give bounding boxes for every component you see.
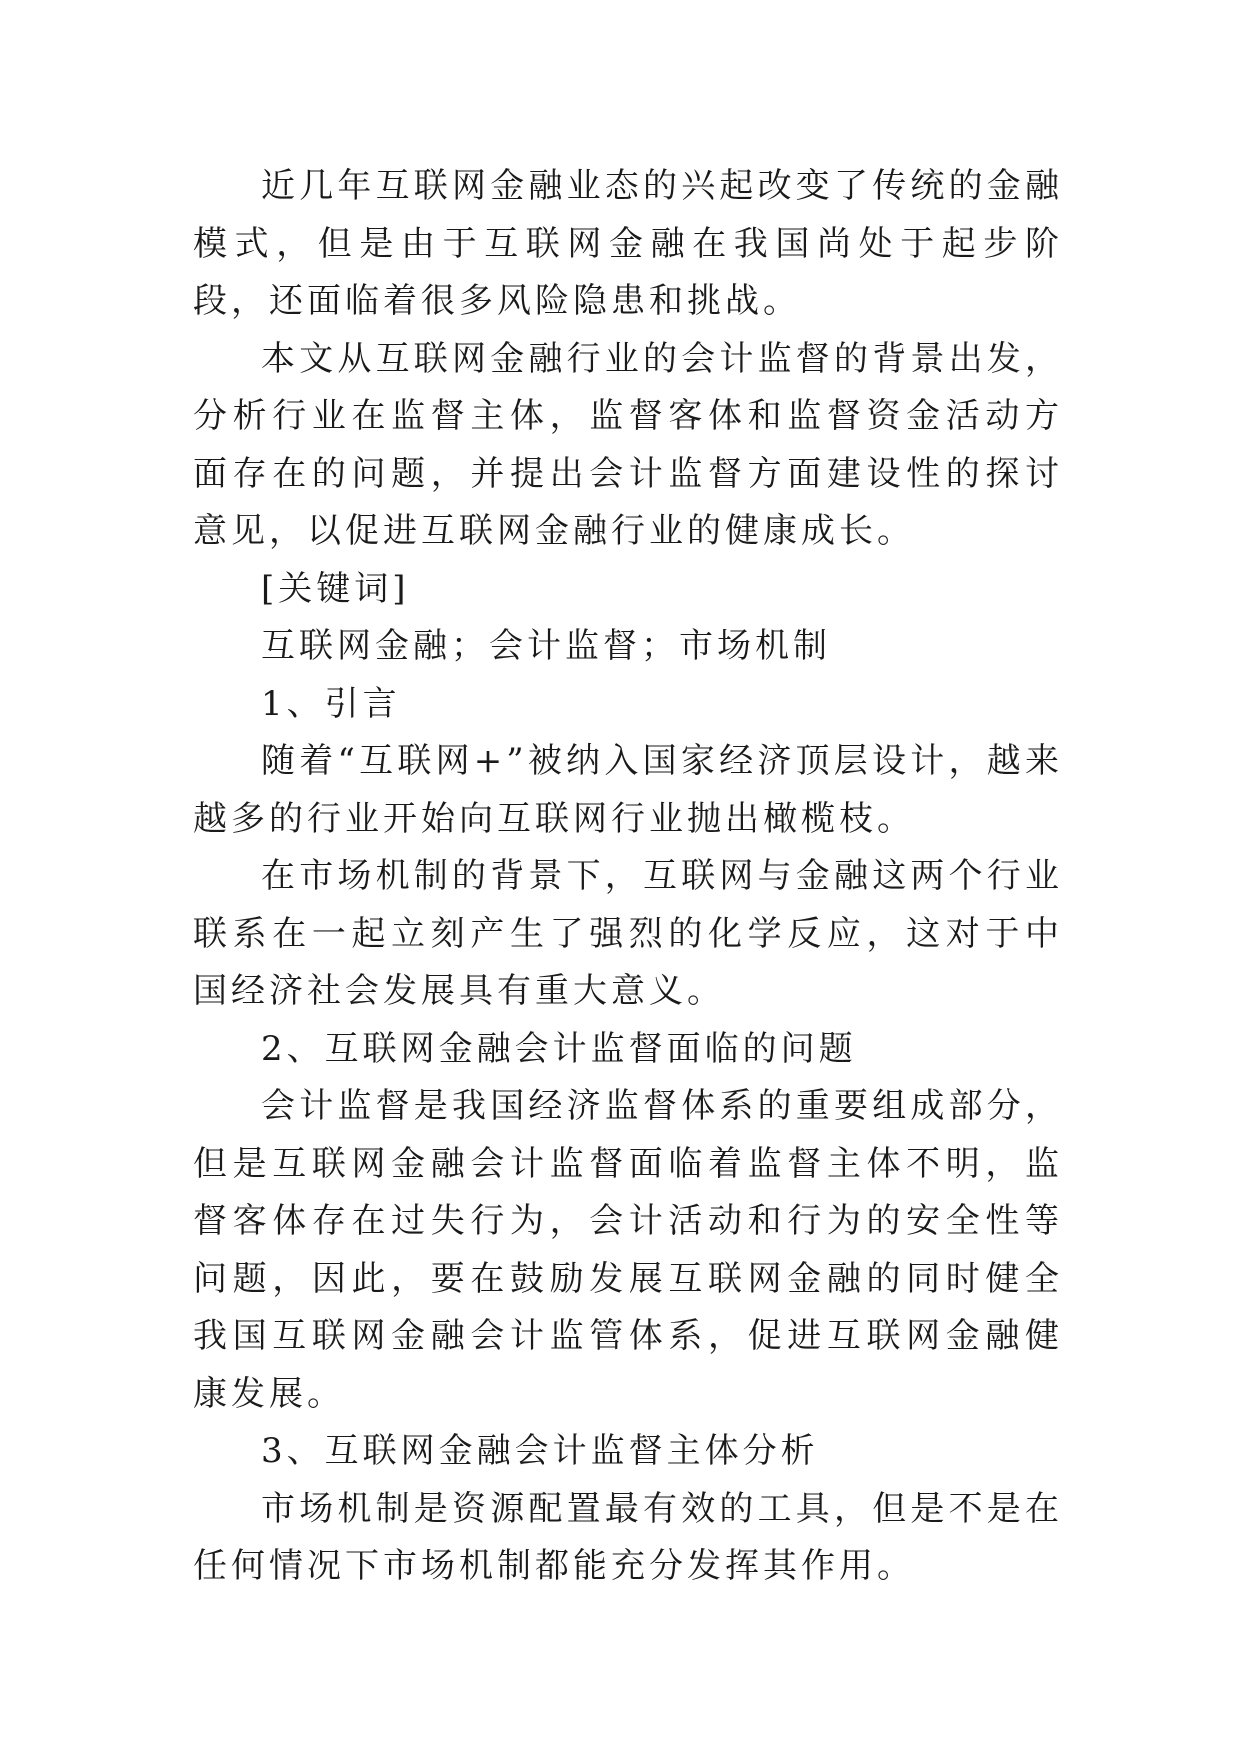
problems-paragraph: 会计监督是我国经济监督体系的重要组成部分，但是互联网金融会计监督面临着监督主体不明，监督客体存在过失行为，会计活动和行为的安全性等问题，因此，要在鼓励发展互联网金融的同时健全我国互联网金融会计监管体系，促进互联网金融健康发展。	[193, 1086, 1063, 1414]
subject-analysis-paragraph: 市场机制是资源配置最有效的工具，但是不是在任何情况下市场机制都能充分发挥其作用。	[193, 1488, 1063, 1586]
document-body	[193, 158, 1063, 1596]
introduction-paragraph-2: 在市场机制的背景下，互联网与金融这两个行业联系在一起立刻产生了强烈的化学反应，这对于中国经济社会发展具有重大意义。	[193, 856, 1063, 1011]
intro-paragraph: 近几年互联网金融业态的兴起改变了传统的金融模式，但是由于互联网金融在我国尚处于起步阶段，还面临着很多风险隐患和挑战。	[193, 166, 1063, 321]
section-heading-introduction: 1、引言	[261, 683, 401, 724]
section-heading-subject-analysis: 3、互联网金融会计监督主体分析	[261, 1431, 819, 1471]
section-heading-problems: 2、互联网金融会计监督面临的问题	[261, 1028, 857, 1069]
introduction-paragraph-1: 随着“互联网+”被纳入国家经济顶层设计，越来越多的行业开始向互联网行业抛出橄榄枝。	[193, 741, 1063, 839]
keywords-heading: [关键词]	[261, 568, 410, 609]
abstract-paragraph: 本文从互联网金融行业的会计监督的背景出发，分析行业在监督主体，监督客体和监督资金活动方面存在的问题，并提出会计监督方面建设性的探讨意见，以促进互联网金融行业的健康成长。	[193, 338, 1063, 551]
keywords-list: 互联网金融；会计监督；市场机制	[261, 626, 831, 666]
